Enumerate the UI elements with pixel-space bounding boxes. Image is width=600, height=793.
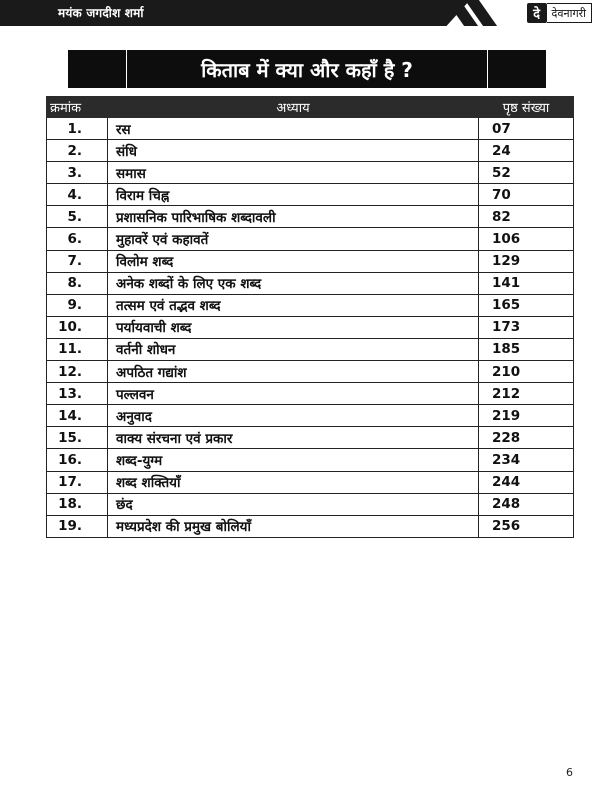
chapter-cell: समास	[108, 162, 479, 184]
table-row	[47, 228, 574, 250]
table-row	[47, 449, 574, 471]
serial-cell: 3.	[47, 162, 108, 184]
page-cell: 106	[479, 228, 574, 250]
serial-header: क्रमांक	[47, 97, 108, 118]
serial-cell: 14.	[47, 405, 108, 427]
page-cell: 185	[479, 338, 574, 360]
chapter-cell: अनेक शब्दों के लिए एक शब्द	[108, 272, 479, 294]
chapter-cell: विराम चिह्न	[108, 184, 479, 206]
contents-table	[46, 96, 574, 538]
chapter-cell: मध्यप्रदेश की प्रमुख बोलियाँ	[108, 515, 479, 537]
page-cell: 165	[479, 294, 574, 316]
table-row	[47, 250, 574, 272]
table-row	[47, 162, 574, 184]
serial-cell: 2.	[47, 140, 108, 162]
chapter-cell: मुहावरें एवं कहावतें	[108, 228, 479, 250]
chapter-header: अध्याय	[108, 97, 479, 118]
serial-cell: 19.	[47, 515, 108, 537]
serial-cell: 5.	[47, 206, 108, 228]
chapter-cell: वर्तनी शोधन	[108, 338, 479, 360]
chapter-cell: संधि	[108, 140, 479, 162]
table-row	[47, 140, 574, 162]
page-cell: 212	[479, 383, 574, 405]
table-row	[47, 272, 574, 294]
table-row	[47, 338, 574, 360]
serial-cell: 6.	[47, 228, 108, 250]
chapter-cell: वाक्य संरचना एवं प्रकार	[108, 427, 479, 449]
chapter-cell: पर्यायवाची शब्द	[108, 316, 479, 338]
serial-cell: 8.	[47, 272, 108, 294]
table-body	[47, 118, 574, 538]
serial-cell: 1.	[47, 118, 108, 140]
chapter-cell: रस	[108, 118, 479, 140]
page-cell: 82	[479, 206, 574, 228]
chapter-cell: शब्द शक्तियाँ	[108, 471, 479, 493]
brand	[527, 3, 592, 23]
banner-left-cell	[68, 50, 127, 88]
page-cell: 210	[479, 361, 574, 383]
table-row	[47, 471, 574, 493]
page-cell: 256	[479, 515, 574, 537]
serial-cell: 9.	[47, 294, 108, 316]
chapter-cell: विलोम शब्द	[108, 250, 479, 272]
chapter-cell: शब्द-युग्म	[108, 449, 479, 471]
page-cell: 219	[479, 405, 574, 427]
page-cell: 70	[479, 184, 574, 206]
page-cell: 129	[479, 250, 574, 272]
table-row	[47, 361, 574, 383]
page-cell: 07	[479, 118, 574, 140]
table-row	[47, 405, 574, 427]
chapter-cell: छंद	[108, 493, 479, 515]
author-name: मयंक जगदीश शर्मा	[58, 6, 144, 20]
page-cell: 228	[479, 427, 574, 449]
title-banner	[68, 50, 546, 88]
serial-cell: 11.	[47, 338, 108, 360]
serial-cell: 13.	[47, 383, 108, 405]
brand-logo-icon: दे	[527, 3, 547, 23]
serial-cell: 7.	[47, 250, 108, 272]
page-cell: 248	[479, 493, 574, 515]
table-row	[47, 493, 574, 515]
table-row	[47, 184, 574, 206]
page-cell: 234	[479, 449, 574, 471]
serial-cell: 10.	[47, 316, 108, 338]
page-cell: 52	[479, 162, 574, 184]
serial-cell: 12.	[47, 361, 108, 383]
page-cell: 173	[479, 316, 574, 338]
table-header-row	[47, 97, 574, 118]
page-title: किताब में क्या और कहाँ है ?	[201, 57, 413, 82]
banner-right-cell	[487, 50, 546, 88]
page-cell: 24	[479, 140, 574, 162]
chapter-cell: अपठित गद्यांश	[108, 361, 479, 383]
serial-cell: 4.	[47, 184, 108, 206]
chapter-cell: तत्सम एवं तद्भव शब्द	[108, 294, 479, 316]
page-cell: 141	[479, 272, 574, 294]
page-header: पृष्ठ संख्या	[479, 97, 574, 118]
table-row	[47, 206, 574, 228]
table-row	[47, 294, 574, 316]
table-row	[47, 427, 574, 449]
page-number: 6	[566, 766, 573, 779]
table-row	[47, 316, 574, 338]
serial-cell: 18.	[47, 493, 108, 515]
table-row	[47, 383, 574, 405]
serial-cell: 15.	[47, 427, 108, 449]
chapter-cell: प्रशासनिक पारिभाषिक शब्दावली	[108, 206, 479, 228]
table-row	[47, 118, 574, 140]
chapter-cell: अनुवाद	[108, 405, 479, 427]
brand-name: देवनागरी	[547, 3, 592, 23]
page-cell: 244	[479, 471, 574, 493]
serial-cell: 16.	[47, 449, 108, 471]
top-header	[0, 0, 600, 26]
chapter-cell: पल्लवन	[108, 383, 479, 405]
table-row	[47, 515, 574, 537]
serial-cell: 17.	[47, 471, 108, 493]
